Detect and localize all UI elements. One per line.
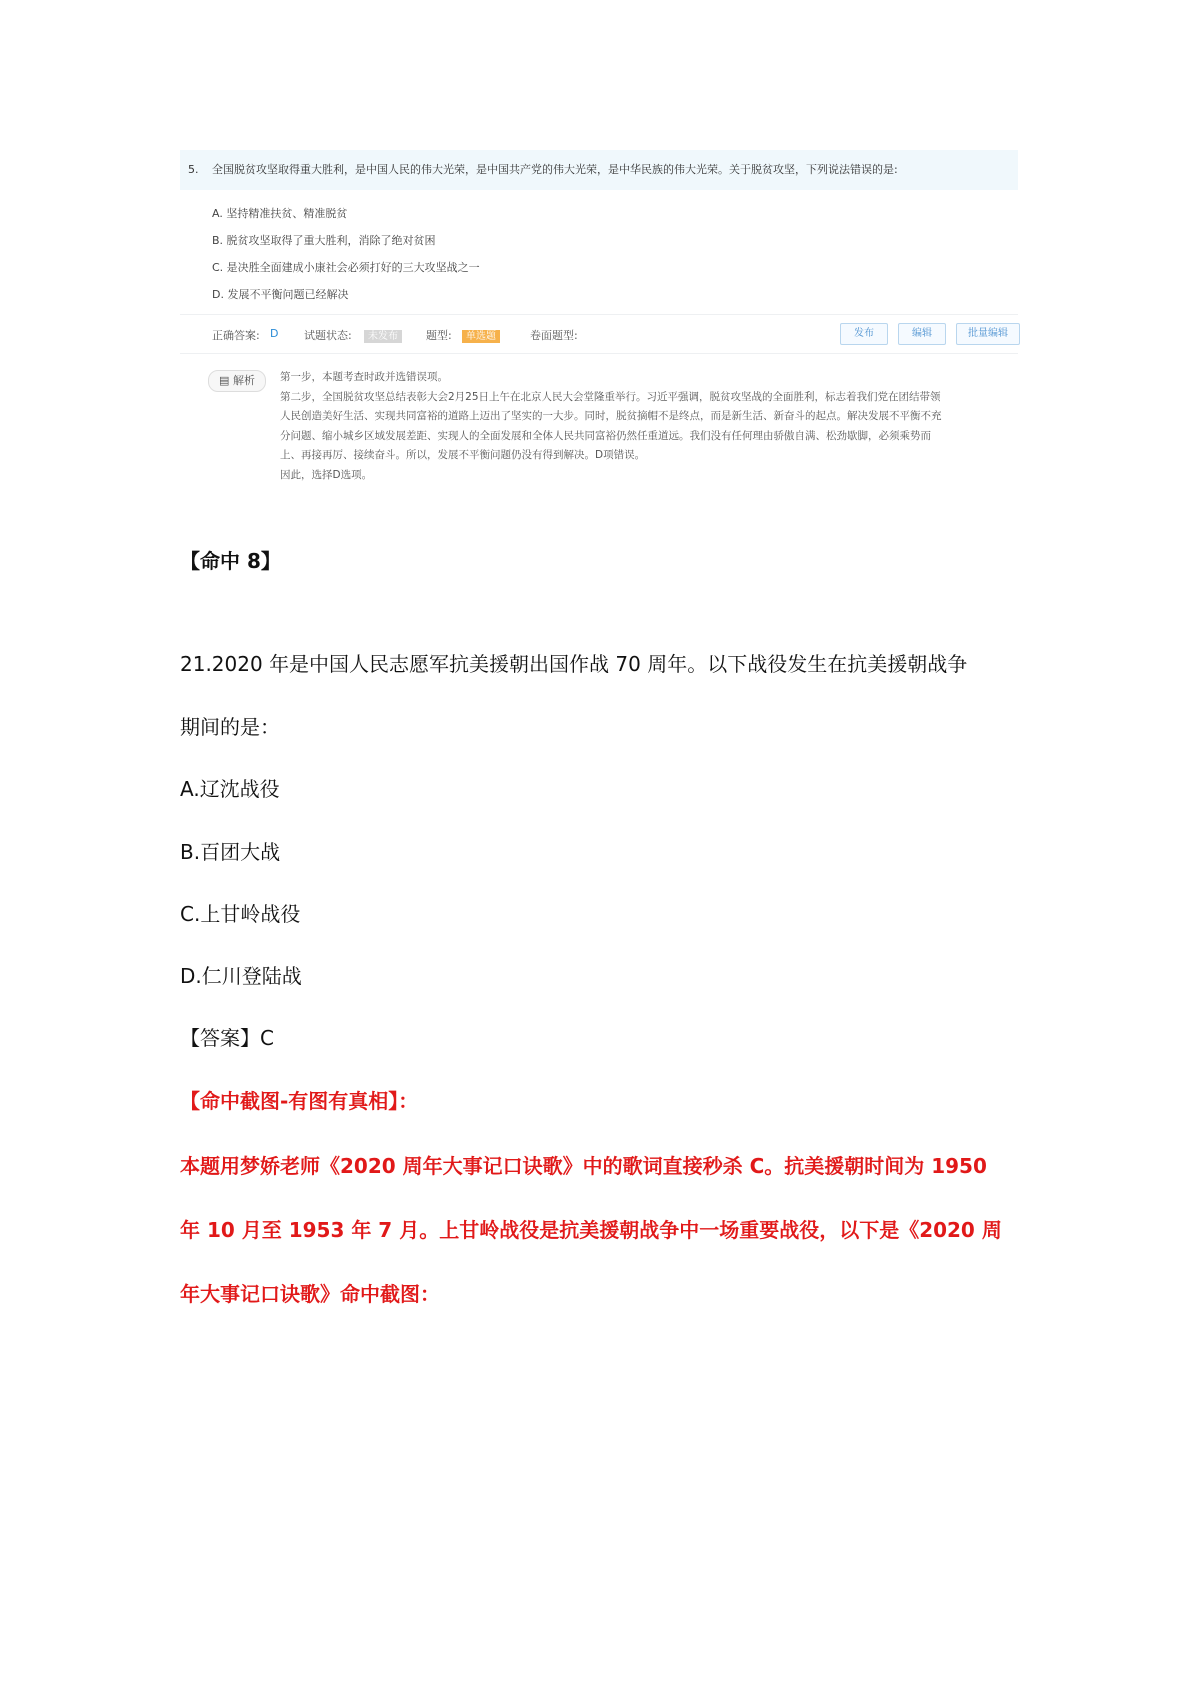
- paper-type-label: 卷面题型:: [530, 329, 578, 342]
- question-line: 期间的是：: [180, 715, 280, 739]
- red-text-line: 年 10 月至 1953 年 7 月。上甘岭战役是抗美援朝战争中一场重要战役，以下是《2020 周: [180, 1218, 1002, 1242]
- explanation-tag[interactable]: [208, 370, 266, 392]
- doc-option-b: B.百团大战: [180, 840, 281, 864]
- explanation-line: 第一步，本题考查时政并选错误项。: [280, 371, 448, 383]
- option-b: B. 脱贫攻坚取得了重大胜利，消除了绝对贫困: [212, 234, 436, 247]
- explanation-line: 因此，选择D选项。: [280, 468, 373, 481]
- explanation-line: 第二步，全国脱贫攻坚总结表彰大会2月25日上午在北京人民大会堂隆重举行。习近平强调，脱贫攻坚战的全面胜利，标志着我们党在团结带领: [280, 390, 941, 403]
- explanation-line: 上、再接再厉、接续奋斗。所以，发展不平衡问题仍没有得到解决。D项错误。: [280, 449, 646, 461]
- answer-value: D: [270, 327, 279, 340]
- explanation-text: [280, 368, 1000, 485]
- doc-option-a: A.辽沈战役: [180, 777, 280, 801]
- type-label: 题型:: [426, 329, 452, 342]
- type-badge: 单选题: [462, 330, 500, 343]
- question-number: 5.: [188, 163, 199, 176]
- question-stem: 全国脱贫攻坚取得重大胜利，是中国人民的伟大光荣，是中国共产党的伟大光荣，是中华民族的伟大光荣。关于脱贫攻坚，下列说法错误的是:: [212, 163, 898, 176]
- option-d: D. 发展不平衡问题已经解决: [212, 288, 349, 301]
- option-c: C. 是决胜全面建成小康社会必须打好的三大攻坚战之一: [212, 261, 480, 274]
- explanation-line: 分问题、缩小城乡区域发展差距、实现人的全面发展和全体人民共同富裕仍然任重道远。我们没有任何理由骄傲自满、松劲歇脚，必须乘势而: [280, 429, 931, 442]
- question-meta-row: [180, 314, 1018, 354]
- edit-button[interactable]: 编辑: [898, 323, 946, 345]
- red-text-line: 本题用梦娇老师《2020 周年大事记口诀歌》中的歌词直接秒杀 C。抗美援朝时间为 1950: [180, 1154, 987, 1178]
- question-card: [180, 150, 1018, 492]
- batch-edit-button[interactable]: 批量编辑: [956, 323, 1020, 345]
- publish-button[interactable]: 发布: [840, 323, 888, 345]
- status-label: 试题状态:: [304, 329, 352, 342]
- option-a: A. 坚持精准扶贫、精准脱贫: [212, 207, 348, 220]
- question-bar: [180, 150, 1018, 190]
- red-heading: 【命中截图-有图有真相】：: [180, 1089, 419, 1113]
- status-badge: 未发布: [364, 330, 402, 343]
- doc-option-d: D.仁川登陆战: [180, 964, 302, 988]
- red-text-line: 年大事记口诀歌》命中截图：: [180, 1282, 440, 1306]
- explanation-line: 人民创造美好生活、实现共同富裕的道路上迈出了坚实的一大步。同时，脱贫摘帽不是终点，而是新生活、新奋斗的起点。解决发展不平衡不充: [280, 410, 942, 422]
- doc-option-c: C.上甘岭战役: [180, 902, 301, 926]
- answer-label: 正确答案:: [212, 329, 260, 342]
- explanation-tag-label: 解析: [232, 374, 255, 387]
- hit-heading: 【命中 8】: [180, 549, 281, 573]
- question-line: 21.2020 年是中国人民志愿军抗美援朝出国作战 70 周年。以下战役发生在抗美援朝战争: [180, 652, 968, 676]
- answer-line: 【答案】C: [180, 1026, 274, 1050]
- document-icon: ▤: [219, 374, 230, 387]
